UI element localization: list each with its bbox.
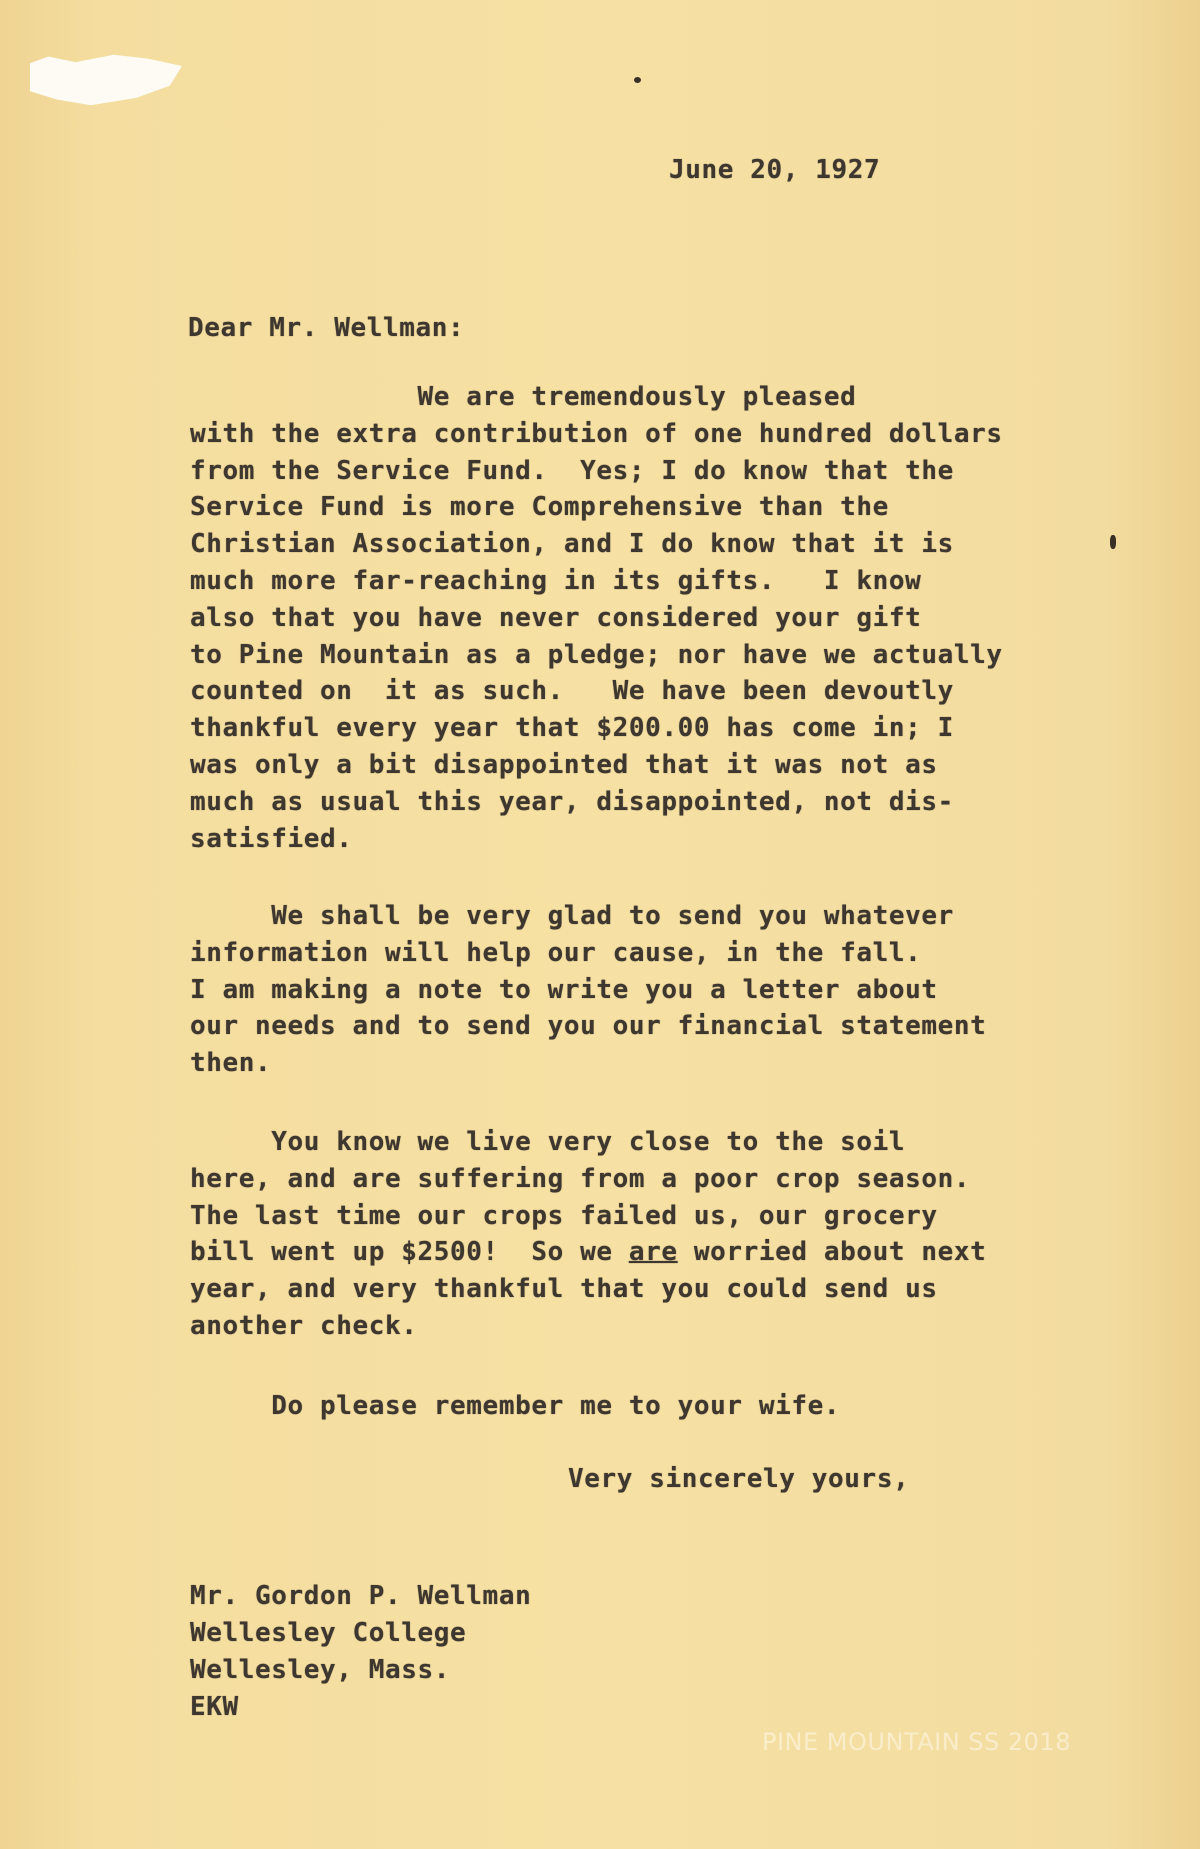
emphasis-underline: are [628, 1237, 678, 1268]
paragraph-line: then. [190, 1048, 272, 1079]
letter-date: June 20, 1927 [669, 155, 881, 185]
paragraph-line: counted on it as such. We have been devoutly [190, 676, 954, 707]
paragraph-line: I am making a note to write you a letter about [190, 974, 938, 1005]
paragraph-2 [190, 898, 986, 1082]
paragraph-line: here, and are suffering from a poor crop season. [190, 1163, 971, 1194]
paragraph-line: Service Fund is more Comprehensive than the [190, 492, 889, 523]
paragraph-line: year, and very thankful that you could send us [190, 1274, 938, 1305]
paragraph-line: information will help our cause, in the fall. [190, 937, 922, 968]
ink-speck [1110, 535, 1116, 549]
paragraph-line: from the Service Fund. Yes; I do know that the [190, 455, 954, 486]
paragraph-line: Christian Association, and I do know that it is [190, 529, 954, 560]
paragraph-line: satisfied. [190, 823, 353, 854]
paragraph-line: much more far-reaching in its gifts. I know [190, 565, 922, 596]
recipient-name: Mr. Gordon P. Wellman [190, 1581, 532, 1611]
paragraph-line: with the extra contribution of one hundred dollars [190, 418, 1003, 449]
recipient-address [190, 1578, 531, 1726]
typist-initials: EKW [190, 1692, 239, 1722]
recipient-city: Wellesley, Mass. [190, 1655, 451, 1685]
ink-speck [634, 77, 641, 83]
paragraph-line: We are tremendously pleased [190, 382, 857, 412]
paragraph-line: You know we live very close to the soil [190, 1127, 906, 1157]
paragraph-line: The last time our crops failed us, our grocery [190, 1200, 938, 1231]
closing: Very sincerely yours, [568, 1464, 910, 1494]
salutation: Dear Mr. Wellman: [188, 313, 465, 343]
paragraph-line: We shall be very glad to send you whatever [190, 901, 954, 931]
line-text: worried about next [677, 1237, 987, 1268]
archive-watermark: PINE MOUNTAIN SS 2018 [762, 1728, 1071, 1756]
torn-corner [30, 52, 182, 108]
line-text: bill went up $2500! So we [190, 1237, 629, 1268]
paragraph-line: much as usual this year, disappointed, not dis- [190, 786, 954, 817]
recipient-institution: Wellesley College [190, 1618, 467, 1648]
paragraph-line: to Pine Mountain as a pledge; nor have we actually [190, 639, 1003, 670]
paragraph-4: Do please remember me to your wife. [190, 1391, 841, 1421]
paragraph-line [190, 1234, 986, 1271]
paragraph-line: our needs and to send you our financial statement [190, 1011, 987, 1042]
paragraph-line: another check. [190, 1310, 418, 1341]
paragraph-1 [190, 379, 1003, 857]
paragraph-3 [190, 1124, 986, 1345]
paragraph-line: was only a bit disappointed that it was not as [190, 749, 938, 780]
paragraph-line: also that you have never considered your gift [190, 602, 922, 633]
paragraph-line: thankful every year that $200.00 has come in; I [190, 713, 954, 744]
